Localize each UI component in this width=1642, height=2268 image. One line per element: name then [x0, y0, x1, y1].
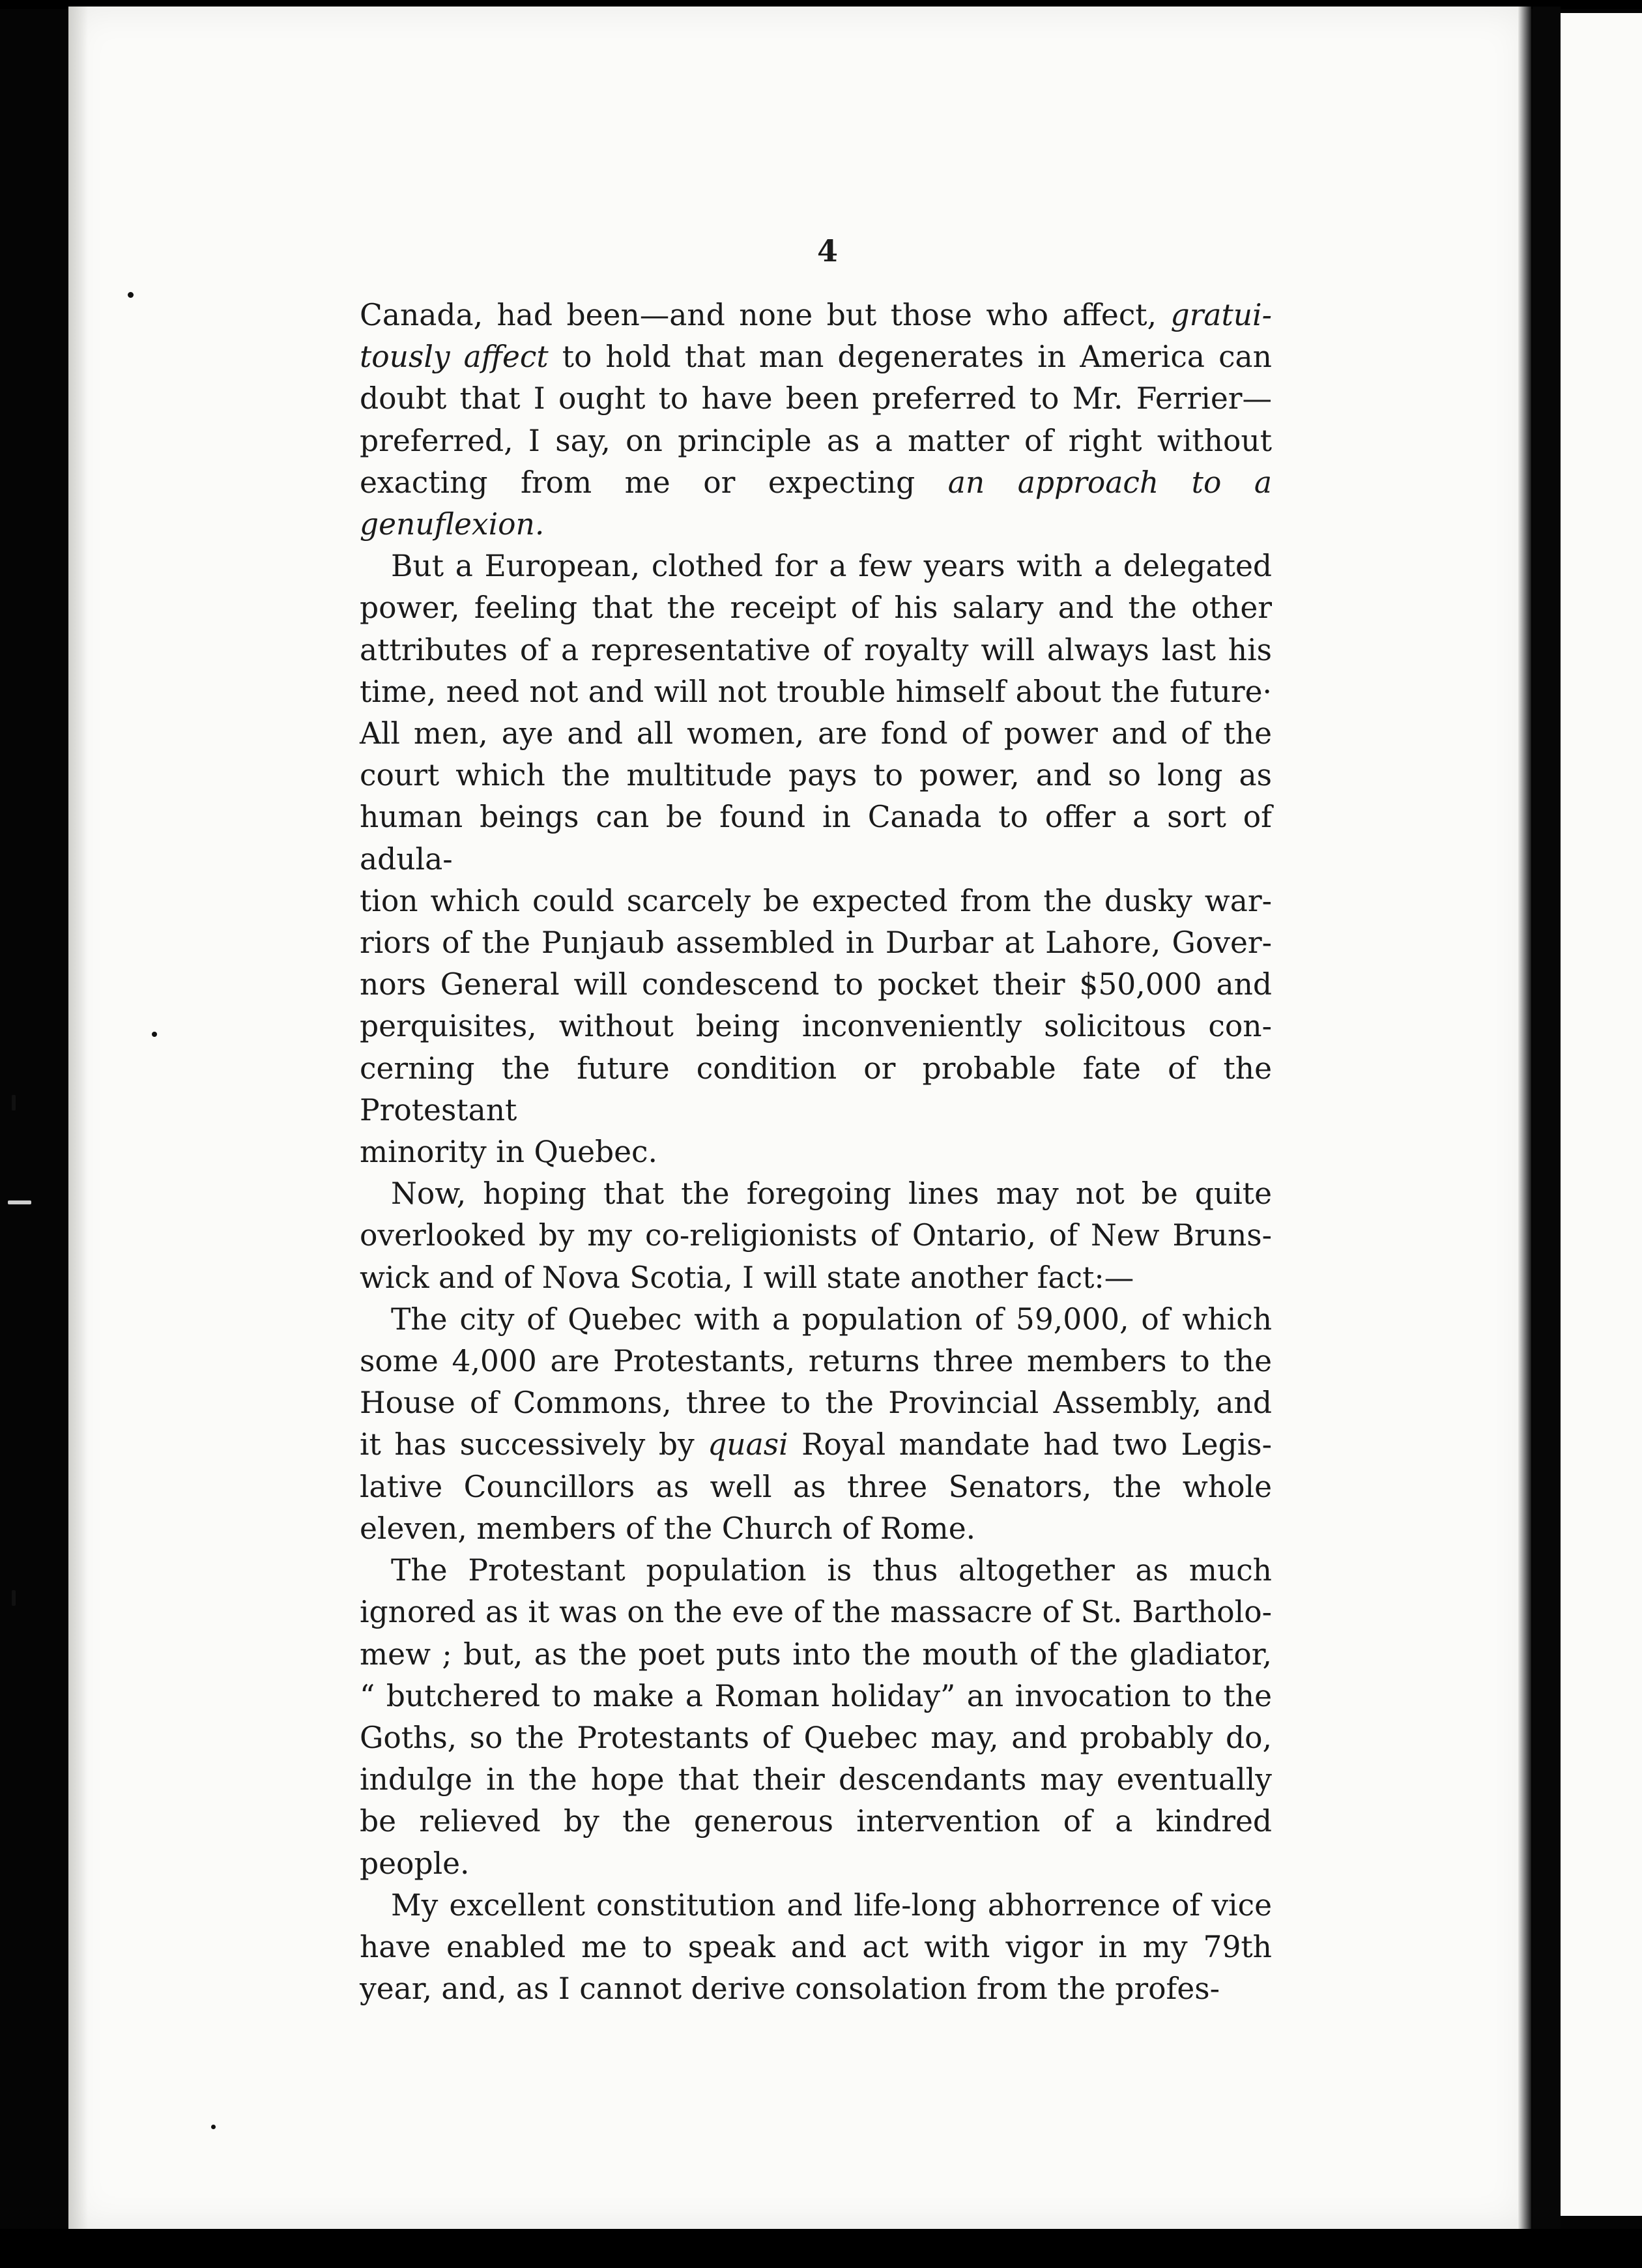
text-run: The city of Quebec with a population of 59,000, of which — [391, 1301, 1272, 1337]
margin-speck — [8, 1200, 31, 1204]
text-run: mew ; but, as the poet puts into the mouth of the gladiator, — [360, 1636, 1272, 1672]
paragraph — [360, 1550, 1272, 1885]
text-run: court which the multitude pays to power, and so long as — [360, 758, 1272, 793]
text-line — [360, 378, 1272, 420]
text-line — [360, 1717, 1272, 1759]
text-run: My excellent constitution and life-long abhorrence of vice — [391, 1887, 1272, 1923]
text-line — [360, 1173, 1272, 1215]
text-run: power, feeling that the receipt of his salary and the other — [360, 590, 1272, 626]
text-line — [360, 1508, 1272, 1550]
body-text — [360, 295, 1272, 2010]
text-line — [360, 1885, 1272, 1926]
text-line — [360, 1048, 1272, 1131]
text-line — [360, 1006, 1272, 1047]
text-line — [360, 1341, 1272, 1382]
text-line — [360, 713, 1272, 755]
paragraph — [360, 1885, 1272, 2011]
text-run: some 4,000 are Protestants, returns three members to the — [360, 1344, 1272, 1379]
text-run: year, and, as I cannot derive consolation from the profes- — [360, 1971, 1220, 2007]
margin-speck — [12, 1590, 16, 1606]
text-line — [360, 1926, 1272, 1968]
italic-text: an approach to a genuflexion. — [360, 465, 1272, 542]
text-line — [360, 545, 1272, 587]
text-run: Canada, had been—and none but those who affect, — [360, 298, 1171, 332]
text-run: ignored as it was on the eve of the massacre of St. Bartholo- — [360, 1595, 1272, 1630]
text-line — [360, 295, 1272, 336]
margin-speck — [152, 1032, 157, 1037]
text-line — [360, 1257, 1272, 1299]
text-line — [360, 671, 1272, 713]
text-run: lative Councillors as well as three Senators, the whole — [360, 1469, 1272, 1504]
adjacent-page-edge — [1561, 13, 1642, 2216]
text-run: overlooked by my co-religionists of Ontario, of New Bruns- — [360, 1218, 1272, 1253]
text-run: eleven, members of the Church of Rome. — [360, 1511, 976, 1546]
text-run: But a European, clothed for a few years with a delegated — [391, 549, 1272, 584]
text-run: it has successively by — [360, 1427, 708, 1462]
text-run: riors of the Punjaub assembled in Durbar at Lahore, Gover- — [360, 925, 1272, 961]
text-line — [360, 420, 1272, 462]
text-run: doubt that I ought to have been preferred to Mr. Ferrier— — [360, 381, 1272, 416]
text-line — [360, 964, 1272, 1006]
text-run: Goths, so the Protestants of Quebec may, and probably do, — [360, 1720, 1272, 1755]
text-line — [360, 630, 1272, 671]
text-line — [360, 1759, 1272, 1801]
text-run: All men, aye and all women, are fond of power and of the — [360, 716, 1272, 751]
text-run: Now, hoping that the foregoing lines may not be quite — [391, 1176, 1272, 1212]
page-edge-shadow — [1518, 7, 1531, 2229]
text-line — [360, 1634, 1272, 1676]
text-line — [360, 796, 1272, 880]
scan-border-bottom — [0, 2229, 1642, 2268]
margin-speck — [211, 2125, 216, 2129]
text-run: exacting from me or expecting — [360, 465, 948, 500]
text-run: human beings can be found in Canada to offer a sort of adula- — [360, 800, 1272, 877]
text-run: tion which could scarcely be expected from the dusky war- — [360, 883, 1272, 918]
text-line — [360, 587, 1272, 629]
margin-speck — [128, 292, 134, 298]
text-line — [360, 1466, 1272, 1508]
text-line — [360, 336, 1272, 378]
text-line — [360, 1801, 1272, 1884]
italic-text: quasi — [708, 1427, 788, 1462]
text-line — [360, 1592, 1272, 1633]
text-run: minority in Quebec. — [360, 1135, 657, 1170]
text-line — [360, 1299, 1272, 1341]
text-line — [360, 1215, 1272, 1257]
scan-border-right — [1533, 7, 1561, 2229]
paragraph — [360, 1299, 1272, 1550]
text-run: cerning the future condition or probable fate of the Protestant — [360, 1051, 1272, 1127]
text-line — [360, 922, 1272, 964]
text-run: “ butchered to make a Roman holiday” an invocation to the — [360, 1678, 1272, 1713]
italic-text: gratui- — [1170, 298, 1272, 332]
text-run: be relieved by the generous intervention of a kindred people. — [360, 1804, 1272, 1881]
paragraph — [360, 295, 1272, 545]
text-line — [360, 1676, 1272, 1717]
page-number: 4 — [816, 233, 838, 269]
margin-speck — [12, 1095, 16, 1111]
text-line — [360, 1424, 1272, 1466]
text-run: preferred, I say, on principle as a matter of right without — [360, 423, 1272, 458]
text-run: Royal mandate had two Legis- — [788, 1427, 1272, 1462]
text-run: The Protestant population is thus altogether as much — [391, 1553, 1272, 1588]
page-gutter-shadow — [68, 7, 88, 2229]
text-run: to hold that man degenerates in America can — [548, 340, 1272, 375]
paragraph — [360, 545, 1272, 1173]
text-run: wick and of Nova Scotia, I will state another fact:— — [360, 1260, 1134, 1295]
text-run: nors General will condescend to pocket their $50,000 and — [360, 967, 1272, 1002]
text-line — [360, 755, 1272, 796]
text-line — [360, 1131, 1272, 1173]
text-run: attributes of a representative of royalty will always last his — [360, 632, 1272, 667]
text-run: perquisites, without being inconveniently solicitous con- — [360, 1009, 1272, 1044]
text-line — [360, 1968, 1272, 2010]
text-line — [360, 462, 1272, 545]
italic-text: tously affect — [360, 340, 549, 375]
text-run: have enabled me to speak and act with vigor in my 79th — [360, 1929, 1272, 1964]
paragraph — [360, 1173, 1272, 1299]
text-run: time, need not and will not trouble himself about the future· — [360, 674, 1272, 709]
text-line — [360, 1550, 1272, 1592]
text-run: indulge in the hope that their descendants may eventually — [360, 1762, 1272, 1797]
text-line — [360, 1382, 1272, 1424]
text-run: House of Commons, three to the Provincial Assembly, and — [360, 1386, 1272, 1421]
text-line — [360, 880, 1272, 922]
